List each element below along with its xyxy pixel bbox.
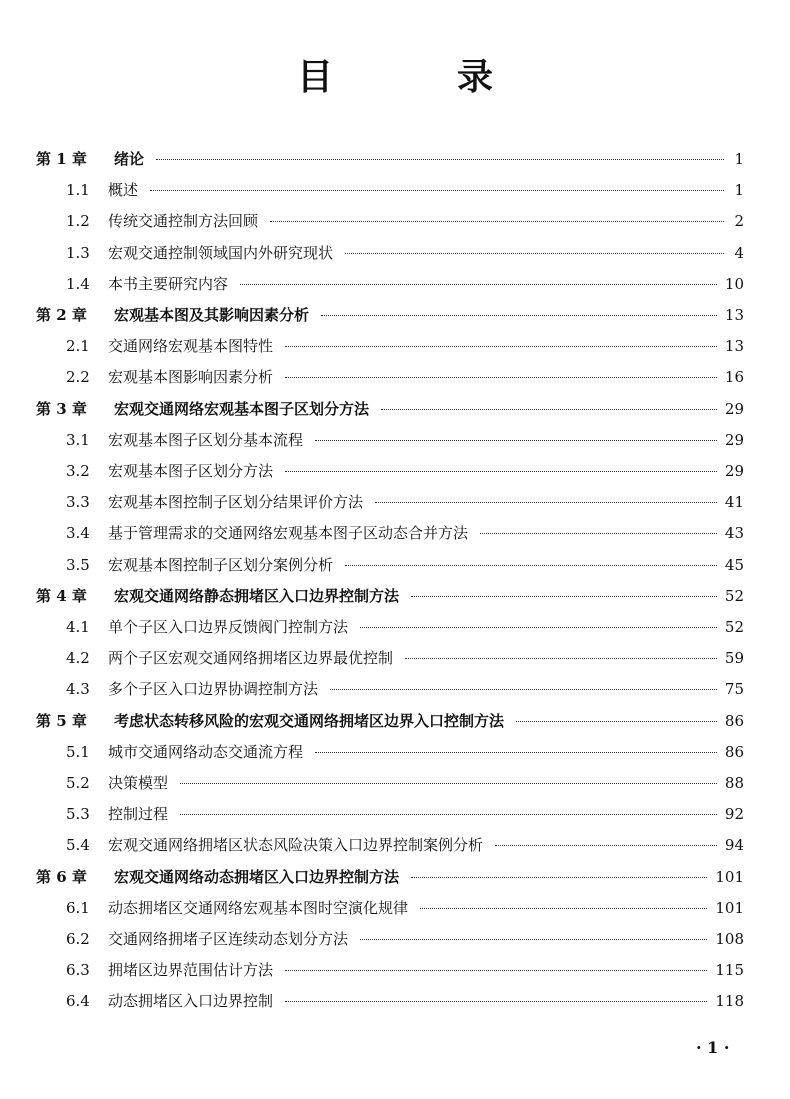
section-number: 3.1 <box>66 430 90 449</box>
section-title: 交通网络宏观基本图特性 <box>108 337 274 356</box>
page-reference: 13 <box>724 306 744 324</box>
dot-leader <box>375 502 717 503</box>
section-title: 传统交通控制方法回顾 <box>108 212 259 231</box>
section-number: 1.1 <box>66 181 90 200</box>
page-reference: 92 <box>724 805 744 824</box>
section-number: 5.1 <box>66 742 90 761</box>
dot-leader <box>321 315 717 316</box>
section-number: 5.2 <box>66 774 90 792</box>
toc-section-entry[interactable] <box>66 206 744 237</box>
section-title: 两个子区宏观交通网络拥堵区边界最优控制 <box>108 649 394 668</box>
dot-leader <box>180 814 717 815</box>
toc-section-entry[interactable] <box>66 269 744 300</box>
chapter-number: 第 2 章 <box>36 306 87 324</box>
page-reference: 115 <box>715 961 744 980</box>
page-reference: 2 <box>734 212 744 231</box>
toc-section-entry[interactable] <box>66 674 744 705</box>
dot-leader <box>405 658 717 659</box>
dot-leader <box>420 908 707 909</box>
toc-section-entry[interactable] <box>66 518 744 549</box>
dot-leader <box>285 471 717 472</box>
dot-leader <box>411 877 707 878</box>
section-title: 基于管理需求的交通网络宏观基本图子区动态合并方法 <box>108 524 469 543</box>
section-title: 动态拥堵区交通网络宏观基本图时空演化规律 <box>108 898 409 917</box>
dot-leader <box>345 253 724 254</box>
page-reference: 75 <box>724 680 744 699</box>
section-title: 交通网络拥堵子区连续动态划分方法 <box>108 930 349 948</box>
chapter-number: 第 5 章 <box>36 711 87 730</box>
section-title: 决策模型 <box>108 774 169 792</box>
toc-section-entry[interactable] <box>66 456 744 487</box>
page-reference: 16 <box>724 368 744 387</box>
dot-leader <box>285 346 717 347</box>
chapter-title: 考虑状态转移风险的宏观交通网络拥堵区边界入口控制方法 <box>114 711 505 730</box>
toc-section-entry[interactable] <box>66 238 744 269</box>
page-reference: 86 <box>724 742 744 761</box>
section-number: 6.4 <box>66 992 90 1011</box>
page-reference: 1 <box>734 150 744 168</box>
dot-leader <box>285 377 717 378</box>
section-title: 本书主要研究内容 <box>108 274 229 293</box>
page-reference: 10 <box>724 274 744 293</box>
section-number: 5.3 <box>66 805 90 824</box>
dot-leader <box>360 627 717 628</box>
page-reference: 118 <box>715 992 744 1011</box>
dot-leader <box>495 845 717 846</box>
toc-section-entry[interactable] <box>66 487 744 518</box>
dot-leader <box>411 596 717 597</box>
toc-section-entry[interactable] <box>66 643 744 674</box>
toc-section-entry[interactable] <box>66 768 744 799</box>
dot-leader <box>345 565 717 566</box>
page-number: · 1 · <box>696 1038 730 1057</box>
page-reference: 4 <box>734 243 744 262</box>
section-number: 6.3 <box>66 961 90 980</box>
dot-leader <box>360 939 707 940</box>
page-reference: 59 <box>724 649 744 668</box>
dot-leader <box>180 783 717 784</box>
page-reference: 1 <box>734 181 744 200</box>
chapter-title: 宏观交通网络宏观基本图子区划分方法 <box>114 399 370 418</box>
dot-leader <box>285 1001 707 1002</box>
chapter-number: 第 1 章 <box>36 150 87 168</box>
page-reference: 52 <box>724 586 744 605</box>
section-number: 4.1 <box>66 618 90 636</box>
section-title: 宏观基本图控制子区划分结果评价方法 <box>108 493 364 512</box>
dot-leader <box>315 440 717 441</box>
toc-section-entry[interactable] <box>66 425 744 456</box>
section-number: 1.3 <box>66 243 90 262</box>
dot-leader <box>516 721 717 722</box>
dot-leader <box>150 190 724 191</box>
section-title: 宏观交通网络拥堵区状态风险决策入口边界控制案例分析 <box>108 836 484 855</box>
page-reference: 101 <box>715 867 744 886</box>
section-number: 4.3 <box>66 680 90 699</box>
toc-chapter-entry[interactable] <box>36 581 744 612</box>
toc-section-entry[interactable] <box>66 331 744 362</box>
page-reference: 41 <box>724 493 744 512</box>
section-number: 5.4 <box>66 836 90 855</box>
page-reference: 86 <box>724 711 744 730</box>
dot-leader <box>315 752 717 753</box>
dot-leader <box>330 689 717 690</box>
section-number: 3.3 <box>66 493 90 512</box>
page-reference: 94 <box>724 836 744 855</box>
section-title: 宏观基本图子区划分方法 <box>108 462 274 480</box>
section-number: 4.2 <box>66 649 90 668</box>
toc-section-entry[interactable] <box>66 612 744 643</box>
toc-section-entry[interactable] <box>66 830 744 861</box>
chapter-number: 第 3 章 <box>36 399 87 418</box>
dot-leader <box>285 970 707 971</box>
section-number: 3.5 <box>66 555 90 574</box>
page-reference: 108 <box>715 930 744 948</box>
section-number: 1.2 <box>66 212 90 231</box>
section-number: 6.2 <box>66 930 90 948</box>
page-title: 目 录 <box>296 56 537 98</box>
toc-chapter-entry[interactable] <box>36 300 744 331</box>
chapter-number: 第 4 章 <box>36 586 87 605</box>
toc-section-entry[interactable] <box>66 737 744 768</box>
section-title: 宏观基本图影响因素分析 <box>108 368 274 387</box>
chapter-title: 绪论 <box>114 150 145 168</box>
dot-leader <box>381 409 717 410</box>
toc-section-entry[interactable] <box>66 550 744 581</box>
section-title: 宏观交通控制领域国内外研究现状 <box>108 243 334 262</box>
page-reference: 101 <box>715 898 744 917</box>
page-reference: 88 <box>724 774 744 792</box>
section-title: 概述 <box>108 181 139 200</box>
section-title: 城市交通网络动态交通流方程 <box>108 742 304 761</box>
section-title: 单个子区入口边界反馈阀门控制方法 <box>108 618 349 636</box>
section-number: 2.2 <box>66 368 90 387</box>
toc-section-entry[interactable] <box>66 924 744 955</box>
toc-section-entry[interactable] <box>66 175 744 206</box>
section-number: 2.1 <box>66 337 90 356</box>
chapter-title: 宏观交通网络动态拥堵区入口边界控制方法 <box>114 867 400 886</box>
chapter-title: 宏观基本图及其影响因素分析 <box>114 306 310 324</box>
chapter-title: 宏观交通网络静态拥堵区入口边界控制方法 <box>114 586 400 605</box>
toc-section-entry[interactable] <box>66 893 744 924</box>
section-title: 控制过程 <box>108 805 169 824</box>
toc-chapter-entry[interactable] <box>36 394 744 425</box>
toc-section-entry[interactable] <box>66 799 744 830</box>
dot-leader <box>270 221 724 222</box>
section-number: 3.4 <box>66 524 90 543</box>
page-reference: 52 <box>724 618 744 636</box>
page-reference: 29 <box>724 430 744 449</box>
toc-chapter-entry[interactable] <box>36 706 744 737</box>
section-title: 宏观基本图子区划分基本流程 <box>108 430 304 449</box>
section-number: 1.4 <box>66 274 90 293</box>
section-number: 6.1 <box>66 898 90 917</box>
toc-section-entry[interactable] <box>66 986 744 1017</box>
toc-chapter-entry[interactable] <box>36 144 744 175</box>
dot-leader <box>480 533 717 534</box>
page-reference: 43 <box>724 524 744 543</box>
section-title: 宏观基本图控制子区划分案例分析 <box>108 555 334 574</box>
section-title: 动态拥堵区入口边界控制 <box>108 992 274 1011</box>
page-reference: 45 <box>724 555 744 574</box>
toc-section-entry[interactable] <box>66 955 744 986</box>
section-title: 多个子区入口边界协调控制方法 <box>108 680 319 699</box>
toc-chapter-entry[interactable] <box>36 862 744 893</box>
section-number: 3.2 <box>66 462 90 480</box>
toc-section-entry[interactable] <box>66 362 744 393</box>
section-title: 拥堵区边界范围估计方法 <box>108 961 274 980</box>
dot-leader <box>156 159 724 160</box>
page-reference: 29 <box>724 399 744 418</box>
dot-leader <box>240 284 717 285</box>
page-reference: 13 <box>724 337 744 356</box>
chapter-number: 第 6 章 <box>36 867 87 886</box>
page-reference: 29 <box>724 462 744 480</box>
